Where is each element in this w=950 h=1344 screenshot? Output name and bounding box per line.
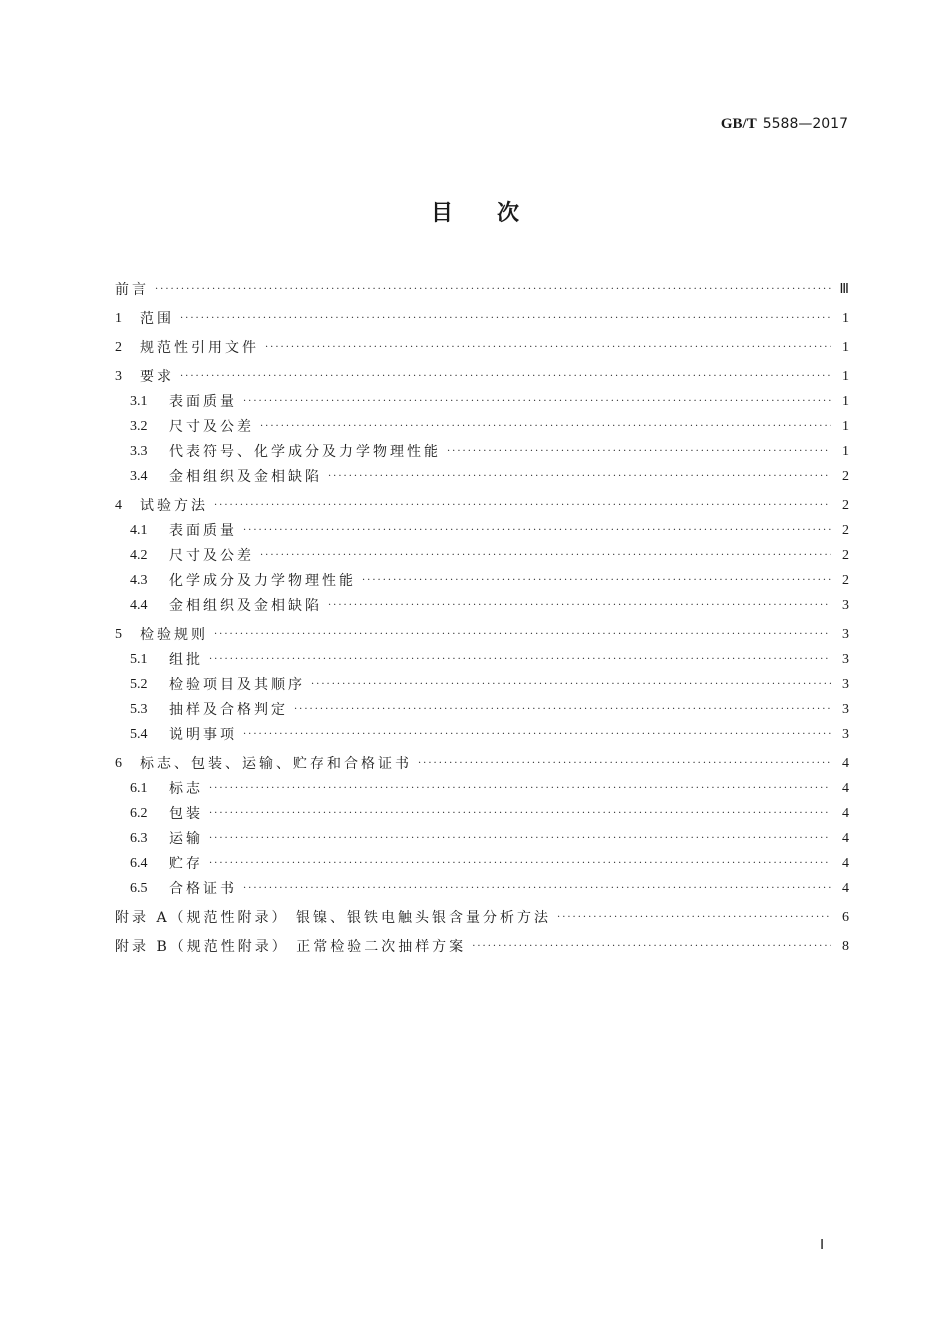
toc-entry-page: 1 [842,311,849,326]
dot-leader [243,726,831,744]
toc-entry-label: 金相组织及金相缺陷 [169,598,322,614]
toc-entry-number: 2 [115,340,122,355]
toc-entry-label: 化学成分及力学物理性能 [169,573,356,589]
toc-entry[interactable] [115,461,849,486]
toc-entry[interactable] [115,590,849,615]
toc-entry-label: 尺寸及公差 [169,548,254,564]
toc-entry-label: 说明事项 [169,727,237,743]
dot-leader [472,938,831,956]
toc-entry-label: 表面质量 [169,394,237,410]
toc-entry[interactable] [115,848,849,873]
toc-entry[interactable] [115,773,849,798]
toc-entry[interactable] [115,902,849,927]
toc-entry-page: 1 [842,340,849,355]
toc-entry-label: 试验方法 [140,498,208,514]
dot-leader [209,830,831,848]
dot-leader [180,368,831,386]
dot-leader [362,572,831,590]
dot-leader [328,597,831,615]
toc-entry-page: 4 [842,856,849,871]
toc-entry[interactable] [115,436,849,461]
toc-entry-number: 5.2 [130,677,148,692]
toc-entry-page: 1 [842,419,849,434]
table-of-contents [115,274,849,956]
toc-entry-label: 合格证书 [169,881,237,897]
toc-entry[interactable] [115,619,849,644]
dot-leader [180,310,831,328]
toc-entry-number: 4.3 [130,573,148,588]
toc-entry-page: 4 [842,781,849,796]
toc-entry-label: 要求 [140,369,174,385]
toc-entry[interactable] [115,490,849,515]
page-title: 目次 [430,200,563,226]
toc-entry-page: 6 [842,910,849,925]
toc-entry-page: 4 [842,806,849,821]
toc-entry-label: 表面质量 [169,523,237,539]
toc-entry[interactable] [115,303,849,328]
toc-entry[interactable] [115,669,849,694]
toc-entry-label: 检验项目及其顺序 [169,677,305,693]
toc-entry[interactable] [115,565,849,590]
toc-entry-label: 抽样及合格判定 [169,702,288,718]
toc-entry-page: 4 [842,881,849,896]
toc-entry-label: 前言 [115,282,149,298]
toc-entry-label: 附录 B（规范性附录） 正常检验二次抽样方案 [115,939,467,955]
toc-entry[interactable] [115,274,849,299]
toc-entry[interactable] [115,361,849,386]
toc-entry-page: 2 [842,548,849,563]
standard-number: 5588—2017 [762,116,848,132]
dot-leader [294,701,831,719]
toc-entry-page: 3 [842,727,849,742]
toc-entry-label: 标志 [169,781,203,797]
toc-entry-page: 1 [842,369,849,384]
toc-entry[interactable] [115,798,849,823]
toc-entry[interactable] [115,748,849,773]
dot-leader [214,497,831,515]
toc-entry-page: 4 [842,831,849,846]
toc-entry-page: 8 [842,939,849,954]
toc-entry-page: 1 [842,394,849,409]
toc-entry-page: 3 [842,677,849,692]
toc-entry-page: 2 [842,469,849,484]
toc-entry[interactable] [115,873,849,898]
toc-entry-page: 2 [842,498,849,513]
toc-entry-page: 3 [842,598,849,613]
dot-leader [260,547,831,565]
dot-leader [243,880,831,898]
toc-entry[interactable] [115,694,849,719]
dot-leader [209,805,831,823]
dot-leader [265,339,831,357]
toc-entry-label: 尺寸及公差 [169,419,254,435]
toc-entry-page: 4 [842,756,849,771]
toc-entry[interactable] [115,644,849,669]
dot-leader [328,468,831,486]
toc-entry-number: 4.4 [130,598,148,613]
toc-entry-number: 3.4 [130,469,148,484]
toc-entry[interactable] [115,823,849,848]
toc-entry-number: 5.4 [130,727,148,742]
toc-entry-label: 附录 A（规范性附录） 银镍、银铁电触头银含量分析方法 [115,910,552,926]
dot-leader [214,626,831,644]
toc-entry-label: 标志、包装、运输、贮存和合格证书 [140,756,412,772]
dot-leader [243,522,831,540]
toc-entry-page: 3 [842,652,849,667]
toc-entry-page: 2 [842,573,849,588]
toc-entry-number: 6 [115,756,122,771]
dot-leader [155,281,831,299]
toc-entry-label: 金相组织及金相缺陷 [169,469,322,485]
toc-entry-number: 3.2 [130,419,148,434]
dot-leader [418,755,831,773]
toc-entry[interactable] [115,931,849,956]
toc-entry-number: 5 [115,627,122,642]
toc-entry[interactable] [115,515,849,540]
toc-entry[interactable] [115,411,849,436]
toc-entry-number: 6.1 [130,781,148,796]
toc-entry-page: 1 [842,444,849,459]
toc-entry-page: 2 [842,523,849,538]
toc-entry-number: 3 [115,369,122,384]
toc-entry-number: 1 [115,311,122,326]
toc-entry[interactable] [115,719,849,744]
toc-entry-label: 规范性引用文件 [140,340,259,356]
dot-leader [557,909,831,927]
toc-entry-number: 6.5 [130,881,148,896]
toc-entry-label: 运输 [169,831,203,847]
toc-entry-number: 4.1 [130,523,148,538]
toc-entry-label: 范围 [140,311,174,327]
dot-leader [209,855,831,873]
toc-entry-page: 3 [842,702,849,717]
footer-page-number: Ⅰ [820,1238,825,1253]
toc-entry-label: 检验规则 [140,627,208,643]
toc-entry-label: 贮存 [169,856,203,872]
dot-leader [447,443,831,461]
toc-entry-number: 6.2 [130,806,148,821]
toc-entry-number: 6.3 [130,831,148,846]
toc-entry-label: 组批 [169,652,203,668]
toc-entry-page: 3 [842,627,849,642]
dot-leader [209,780,831,798]
toc-entry-number: 3.1 [130,394,148,409]
dot-leader [260,418,831,436]
toc-entry-label: 代表符号、化学成分及力学物理性能 [169,444,441,460]
toc-entry-number: 5.1 [130,652,148,667]
standard-code [721,114,848,133]
toc-entry-number: 5.3 [130,702,148,717]
dot-leader [243,393,831,411]
dot-leader [311,676,831,694]
toc-entry-number: 4 [115,498,122,513]
standard-prefix: GB/T [720,116,757,132]
toc-entry[interactable] [115,386,849,411]
toc-entry-label: 包装 [169,806,203,822]
toc-entry-page: Ⅲ [839,282,849,297]
toc-entry-number: 4.2 [130,548,148,563]
toc-entry-number: 6.4 [130,856,148,871]
dot-leader [209,651,831,669]
toc-entry[interactable] [115,332,849,357]
toc-entry-number: 3.3 [130,444,148,459]
toc-entry[interactable] [115,540,849,565]
